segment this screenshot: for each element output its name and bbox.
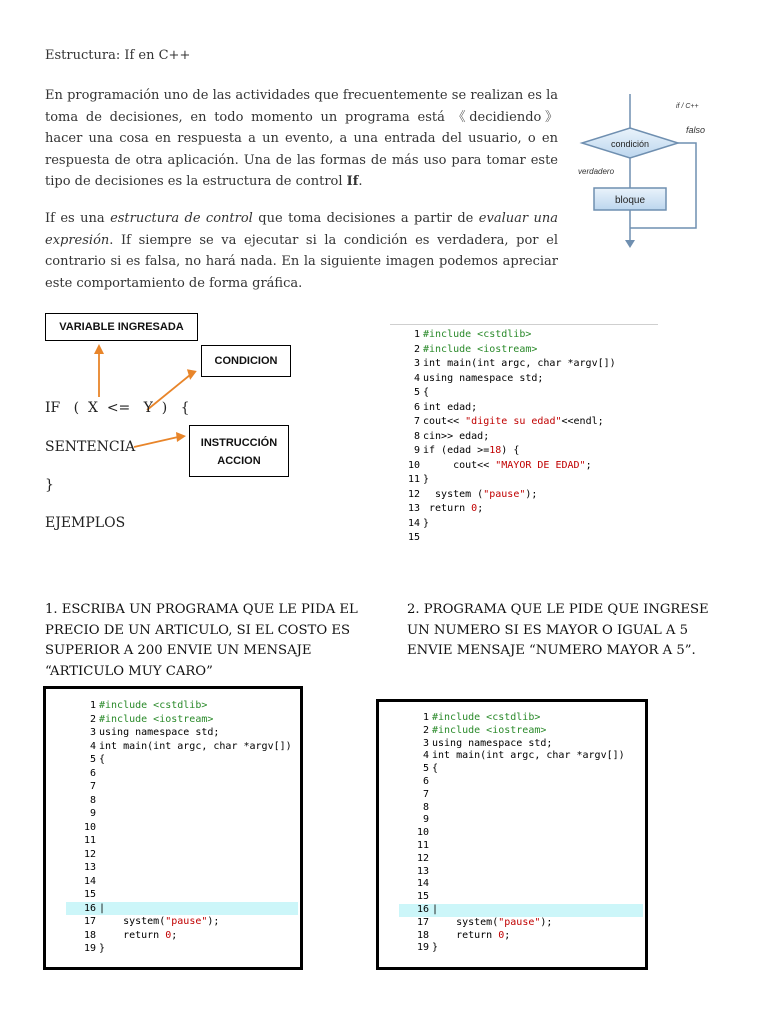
- block-label: bloque: [614, 195, 646, 206]
- code-line: [66, 848, 298, 862]
- code-line: [390, 401, 658, 416]
- code-line: [66, 821, 298, 835]
- code-line: [390, 444, 658, 459]
- line-number: 14: [407, 517, 420, 529]
- line-number: 6: [422, 775, 429, 787]
- code-line: [66, 875, 298, 889]
- code-token: 0: [165, 929, 172, 941]
- line-number: 13: [83, 862, 96, 873]
- line-number: 2: [413, 343, 420, 355]
- line-number: 4: [422, 750, 429, 762]
- line-number: 10: [407, 459, 420, 471]
- line-number: 5: [422, 763, 429, 775]
- code-line: [399, 763, 643, 776]
- line-number: 13: [407, 503, 420, 514]
- code-line: [399, 738, 643, 751]
- line-number: 5: [89, 754, 96, 765]
- exercise2-title: 2. PROGRAMA QUE LE PIDE QUE INGRESE UN NUMERO SI ES MAYOR O IGUAL A 5 ENVIE MENSAJE “NUMERO MAYOR A 5”.: [407, 602, 709, 658]
- code-line: [66, 834, 298, 848]
- code-token: {: [432, 763, 439, 775]
- instruction-line2: ACCION: [217, 455, 261, 467]
- line-number: 7: [422, 788, 429, 800]
- line-number: 11: [83, 835, 96, 846]
- page-title: Estructura: If en C++: [45, 48, 191, 63]
- code-line: [390, 517, 658, 532]
- exercise1-editor-frame: [43, 686, 303, 970]
- code-token: );: [525, 488, 538, 500]
- code-line: [399, 776, 643, 789]
- code-line: [399, 891, 643, 904]
- variable-box: VARIABLE INGRESADA: [45, 313, 198, 341]
- if-definition-paragraph: [45, 208, 558, 294]
- code-token: "pause": [498, 916, 541, 928]
- line-number: 16: [416, 903, 429, 915]
- line-number: 1: [89, 700, 96, 711]
- code-line: [66, 794, 298, 808]
- line-number: 7: [89, 781, 96, 792]
- diagram-arrows: [0, 300, 320, 450]
- code-token: return: [432, 929, 499, 941]
- condition-label: condición: [610, 139, 650, 149]
- line-number: 5: [413, 387, 420, 398]
- code-token: }: [432, 942, 439, 954]
- code-line: [390, 459, 658, 474]
- line-number: 3: [422, 737, 429, 749]
- code-line: [390, 415, 658, 430]
- code-line: [399, 840, 643, 853]
- code-token: ;: [504, 929, 511, 941]
- code-token: "pause": [483, 488, 526, 500]
- code-line: [66, 861, 298, 875]
- code-token: using namespace std;: [99, 727, 220, 738]
- code-line: [399, 814, 643, 827]
- code-token: #include <cstdlib>: [423, 329, 532, 340]
- code-line: [390, 372, 658, 387]
- code-line: [66, 713, 298, 727]
- code-line: [66, 942, 298, 956]
- code-token: ) {: [501, 445, 520, 456]
- code-token: 18: [489, 445, 502, 456]
- line-number: 6: [413, 401, 420, 413]
- false-branch-line: [630, 143, 696, 228]
- exercise2-code[interactable]: [399, 710, 643, 965]
- line-number: 12: [83, 848, 96, 860]
- example-code-lines: [390, 325, 658, 546]
- code-line: [66, 915, 298, 929]
- code-token: ;: [477, 503, 484, 514]
- code-token: |: [432, 903, 439, 915]
- code-token: int main(int argc, char *argv[]): [423, 358, 616, 369]
- code-line: [390, 328, 658, 343]
- code-token: }: [99, 943, 106, 954]
- code-token: |: [99, 902, 106, 914]
- line-number: 4: [413, 372, 420, 384]
- code-token: system (: [423, 488, 484, 500]
- code-token: ;: [171, 929, 178, 941]
- code-token: #include <cstdlib>: [432, 712, 541, 723]
- flowchart-svg: [570, 92, 720, 252]
- arrow-head-condition: [185, 369, 197, 381]
- close-brace: }: [45, 477, 54, 493]
- code-token: "MAYOR DE EDAD": [495, 459, 586, 471]
- code-line: [390, 343, 658, 358]
- code-line: [390, 531, 658, 546]
- sentence-label: SENTENCIA: [45, 439, 136, 455]
- line-number: 12: [416, 852, 429, 864]
- code-token: system(: [432, 916, 499, 928]
- code-line: [399, 878, 643, 891]
- code-line: [390, 386, 658, 401]
- code-line: [399, 853, 643, 866]
- code-line: [390, 430, 658, 445]
- line-number: 15: [416, 891, 429, 903]
- line-number: 13: [416, 865, 429, 877]
- code-line: [399, 930, 643, 943]
- code-token: int main(int argc, char *argv[]): [99, 740, 292, 752]
- code-token: cin>> edad;: [423, 430, 490, 442]
- line-number: 19: [416, 942, 429, 954]
- def-part-a: If es una: [45, 211, 111, 226]
- line-number: 8: [89, 794, 96, 806]
- line-number: 18: [416, 929, 429, 941]
- code-token: using namespace std;: [423, 372, 544, 384]
- code-line: [66, 929, 298, 943]
- code-line: [399, 725, 643, 738]
- line-number: 14: [416, 878, 429, 890]
- code-line: [66, 767, 298, 781]
- line-number: 18: [83, 929, 96, 941]
- code-line: [390, 488, 658, 503]
- code-line: [66, 740, 298, 754]
- exercise1-code[interactable]: [66, 697, 298, 965]
- def-part-c: que toma decisiones a partir de: [252, 211, 479, 226]
- line-number: 17: [416, 916, 429, 928]
- line-number: 10: [83, 821, 96, 833]
- code-line: [66, 699, 298, 713]
- code-token: 0: [471, 503, 478, 514]
- line-number: 9: [413, 445, 420, 456]
- intro-text: En programación uno de las actividades que frecuentemente se realizan es la toma de decisiones, en todo momento un programa está 《decidiendo》 hacer una cosa en respuesta a un evento, a una entrada del usuario, o en respuesta de otra aplicación. Una de las formas de más uso para tomar este tipo de decisiones es la estructura de control: [45, 88, 558, 189]
- arrow-to-instruction: [134, 437, 178, 447]
- line-number: 11: [407, 474, 420, 485]
- line-number: 3: [89, 727, 96, 738]
- code-line: [66, 753, 298, 767]
- if-flowchart: [570, 92, 720, 252]
- code-token: #include <iostream>: [432, 724, 547, 736]
- code-token: <<endl;: [561, 416, 604, 427]
- intro-end: .: [358, 174, 363, 189]
- code-line: [66, 902, 298, 916]
- line-number: 6: [89, 767, 96, 779]
- examples-heading: EJEMPLOS: [45, 515, 126, 531]
- line-number: 2: [422, 724, 429, 736]
- code-line: [66, 807, 298, 821]
- instruction-line1: INSTRUCCIÓN: [200, 437, 278, 449]
- line-number: 8: [422, 801, 429, 813]
- code-line: [399, 866, 643, 879]
- line-number: 19: [83, 943, 96, 954]
- def-part-e: . If siempre se va ejecutar si la condición es verdadera, por el contrario si es falsa, no hará nada. En la siguiente imagen podemos apreciar este comportamiento de forma gráfica.: [45, 232, 558, 291]
- code-line: [399, 827, 643, 840]
- code-token: }: [423, 474, 430, 485]
- code-token: cout<<: [423, 459, 496, 471]
- def-part-b: estructura de control: [110, 211, 253, 226]
- line-number: 14: [83, 875, 96, 887]
- exercise1-title: 1. ESCRIBA UN PROGRAMA QUE LE PIDA EL PRECIO DE UN ARTICULO, SI EL COSTO ES SUPERIOR A 200 ENVIE UN MENSAJE “ARTICULO MUY CARO”: [45, 602, 358, 679]
- code-line: [399, 750, 643, 763]
- flowchart-header: if / C++: [676, 103, 699, 110]
- line-number: 15: [407, 532, 420, 543]
- code-token: cout<<: [423, 416, 466, 427]
- code-line: [399, 789, 643, 802]
- def-part-d: evaluar una expresión: [45, 211, 558, 248]
- code-token: if (edad >=: [423, 445, 490, 456]
- code-token: );: [207, 916, 220, 927]
- code-token: "digite su edad": [465, 416, 562, 427]
- code-line: [66, 888, 298, 902]
- line-number: 4: [89, 740, 96, 752]
- code-line: [399, 904, 643, 917]
- line-number: 1: [413, 329, 420, 340]
- code-token: ;: [585, 459, 592, 471]
- example-code-panel: [390, 324, 658, 549]
- code-token: }: [423, 517, 430, 529]
- line-number: 17: [83, 916, 96, 927]
- line-number: 16: [83, 902, 96, 914]
- code-token: "pause": [165, 916, 208, 927]
- code-token: int main(int argc, char *argv[]): [432, 750, 625, 762]
- line-number: 8: [413, 430, 420, 442]
- line-number: 1: [422, 712, 429, 723]
- code-token: #include <iostream>: [423, 343, 538, 355]
- line-number: 7: [413, 416, 420, 427]
- true-label: verdadero: [578, 167, 615, 176]
- code-token: );: [540, 916, 553, 928]
- code-line: [399, 942, 643, 955]
- intro-bold-if: If: [346, 174, 359, 189]
- code-token: {: [99, 754, 106, 765]
- line-number: 15: [83, 889, 96, 900]
- code-line: [390, 502, 658, 517]
- code-token: 0: [498, 929, 505, 941]
- code-token: #include <cstdlib>: [99, 700, 208, 711]
- code-token: int edad;: [423, 401, 478, 413]
- line-number: 9: [422, 814, 429, 826]
- code-token: {: [423, 387, 430, 398]
- arrow-head-instruction: [176, 432, 186, 442]
- code-token: using namespace std;: [432, 737, 553, 749]
- code-line: [66, 780, 298, 794]
- line-number: 10: [416, 827, 429, 839]
- code-line: [399, 712, 643, 725]
- code-line: [66, 726, 298, 740]
- code-token: #include <iostream>: [99, 713, 214, 725]
- intro-paragraph: [45, 85, 558, 193]
- exercise2-editor-frame: [376, 699, 648, 970]
- arrow-head-variable: [94, 344, 104, 354]
- if-syntax-line: IF ( X <= Y ) {: [45, 400, 190, 416]
- code-line: [390, 473, 658, 488]
- condition-box: CONDICION: [201, 345, 291, 377]
- line-number: 2: [89, 713, 96, 725]
- exit-arrow: [625, 240, 635, 248]
- line-number: 12: [407, 488, 420, 500]
- code-line: [399, 802, 643, 815]
- code-token: return: [99, 929, 166, 941]
- line-number: 11: [416, 839, 429, 851]
- code-line: [399, 917, 643, 930]
- code-token: system(: [99, 916, 166, 927]
- line-number: 3: [413, 358, 420, 369]
- false-label: falso: [686, 125, 706, 135]
- line-number: 9: [89, 808, 96, 819]
- code-token: return: [423, 503, 472, 514]
- code-line: [390, 357, 658, 372]
